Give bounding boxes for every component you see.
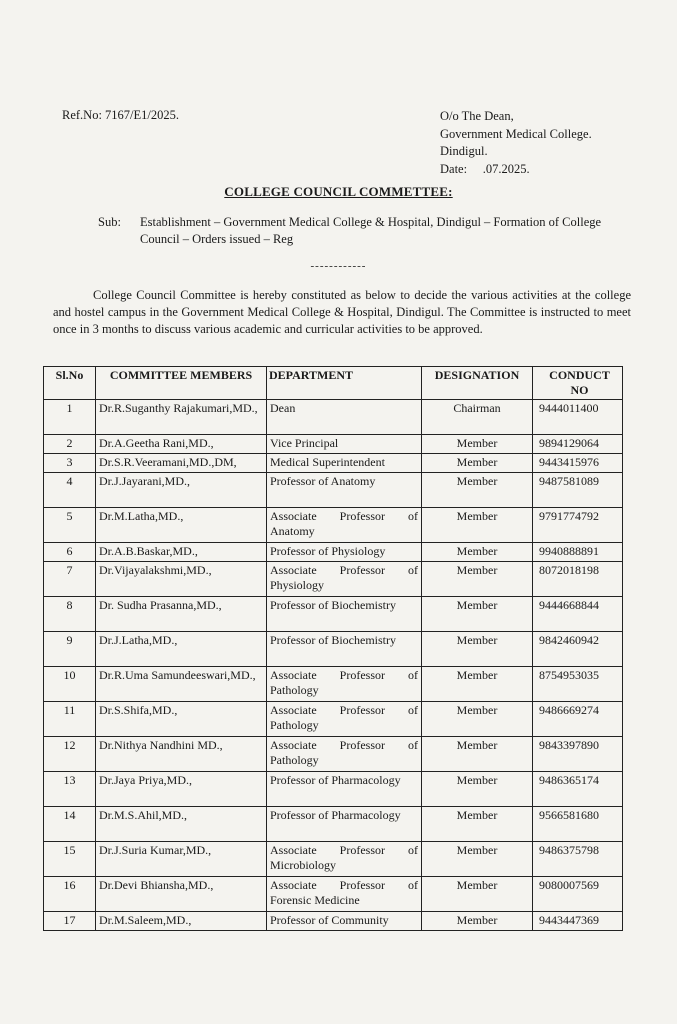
cell-member-name: Dr.R.Suganthy Rajakumari,MD., [96, 400, 267, 435]
cell-designation: Member [422, 473, 533, 508]
document-title: COLLEGE COUNCIL COMMETTEE: [224, 184, 453, 199]
cell-member-name: Dr.Vijayalakshmi,MD., [96, 562, 267, 597]
cell-member-name: Dr.Devi Bhiansha,MD., [96, 877, 267, 912]
cell-designation: Member [422, 667, 533, 702]
table-row [44, 543, 623, 562]
cell-member-name: Dr.Jaya Priya,MD., [96, 772, 267, 807]
subject-text: Establishment – Government Medical College & Hospital, Dindigul – Formation of College Council – Orders issued – Reg [140, 215, 602, 246]
table-row [44, 772, 623, 807]
cell-sl-no: 5 [44, 508, 96, 543]
date-line: Date: .07.2025. [440, 161, 530, 176]
table-header-row [44, 367, 623, 400]
table-row [44, 400, 623, 435]
cell-department: Dean [267, 400, 422, 435]
cell-department: Professor of Physiology [267, 543, 422, 562]
header-contact-no: CONDUCT NO [533, 367, 623, 400]
cell-department: Associate Professor of Forensic Medicine [267, 877, 422, 912]
cell-member-name: Dr.A.B.Baskar,MD., [96, 543, 267, 562]
cell-designation: Member [422, 807, 533, 842]
cell-sl-no: 11 [44, 702, 96, 737]
cell-designation: Member [422, 562, 533, 597]
cell-contact-no: 9894129064 [533, 435, 623, 454]
cell-contact-no: 9566581680 [533, 807, 623, 842]
cell-department: Associate Professor of Pathology [267, 737, 422, 772]
table-row [44, 632, 623, 667]
table-row [44, 912, 623, 931]
cell-member-name: Dr.R.Uma Samundeeswari,MD., [96, 667, 267, 702]
cell-designation: Member [422, 737, 533, 772]
cell-department: Associate Professor of Pathology [267, 702, 422, 737]
table-row [44, 473, 623, 508]
cell-designation: Member [422, 508, 533, 543]
cell-department: Professor of Community [267, 912, 422, 931]
cell-department: Associate Professor of Physiology [267, 562, 422, 597]
header-members: COMMITTEE MEMBERS [96, 367, 267, 400]
cell-department: Associate Professor of Microbiology [267, 842, 422, 877]
cell-designation: Member [422, 877, 533, 912]
cell-contact-no: 9443415976 [533, 454, 623, 473]
cell-contact-no: 9080007569 [533, 877, 623, 912]
cell-sl-no: 3 [44, 454, 96, 473]
cell-member-name: Dr.J.Latha,MD., [96, 632, 267, 667]
cell-department: Professor of Biochemistry [267, 632, 422, 667]
reference-number: Ref.No: 7167/E1/2025. [62, 108, 180, 122]
cell-member-name: Dr. Sudha Prasanna,MD., [96, 597, 267, 632]
cell-sl-no: 13 [44, 772, 96, 807]
office-address [440, 108, 592, 178]
cell-department: Professor of Biochemistry [267, 597, 422, 632]
table-row [44, 877, 623, 912]
header-sl-no: Sl.No [44, 367, 96, 400]
cell-sl-no: 2 [44, 435, 96, 454]
cell-designation: Member [422, 842, 533, 877]
cell-contact-no: 9487581089 [533, 473, 623, 508]
cell-member-name: Dr.S.R.Veeramani,MD.,DM, [96, 454, 267, 473]
table-row [44, 562, 623, 597]
cell-contact-no: 9443447369 [533, 912, 623, 931]
table-row [44, 454, 623, 473]
cell-member-name: Dr.S.Shifa,MD., [96, 702, 267, 737]
cell-contact-no: 8072018198 [533, 562, 623, 597]
header-department: DEPARTMENT [267, 367, 422, 400]
cell-department: Vice Principal [267, 435, 422, 454]
cell-contact-no: 9940888891 [533, 543, 623, 562]
cell-sl-no: 7 [44, 562, 96, 597]
cell-sl-no: 6 [44, 543, 96, 562]
table-row [44, 435, 623, 454]
office-line-2: Government Medical College. [440, 126, 592, 141]
cell-contact-no: 9843397890 [533, 737, 623, 772]
cell-member-name: Dr.J.Jayarani,MD., [96, 473, 267, 508]
cell-department: Professor of Pharmacology [267, 807, 422, 842]
table-row [44, 667, 623, 702]
cell-member-name: Dr.M.S.Ahil,MD., [96, 807, 267, 842]
cell-member-name: Dr.A.Geetha Rani,MD., [96, 435, 267, 454]
cell-designation: Chairman [422, 400, 533, 435]
cell-contact-no: 9842460942 [533, 632, 623, 667]
subject-label: Sub: [98, 215, 121, 229]
committee-table [43, 366, 623, 931]
cell-contact-no: 8754953035 [533, 667, 623, 702]
separator: ------------ [310, 260, 367, 272]
cell-member-name: Dr.M.Latha,MD., [96, 508, 267, 543]
cell-sl-no: 16 [44, 877, 96, 912]
table-row [44, 842, 623, 877]
table-row [44, 807, 623, 842]
table-row [44, 508, 623, 543]
cell-designation: Member [422, 454, 533, 473]
cell-sl-no: 9 [44, 632, 96, 667]
office-line-3: Dindigul. [440, 144, 488, 158]
cell-sl-no: 4 [44, 473, 96, 508]
header-designation: DESIGNATION [422, 367, 533, 400]
cell-department: Associate Professor of Anatomy [267, 508, 422, 543]
cell-member-name: Dr.J.Suria Kumar,MD., [96, 842, 267, 877]
body-paragraph: College Council Committee is hereby constituted as below to decide the various activities at the college and hostel campus in the Government Medical College & Hospital, Dindigul. The Committee is instructed to meet once in 3 months to discuss various academic and curricular activities to be approved. [53, 288, 631, 336]
cell-contact-no: 9444668844 [533, 597, 623, 632]
cell-designation: Member [422, 435, 533, 454]
cell-sl-no: 10 [44, 667, 96, 702]
cell-designation: Member [422, 912, 533, 931]
cell-department: Professor of Pharmacology [267, 772, 422, 807]
cell-designation: Member [422, 702, 533, 737]
table-row [44, 702, 623, 737]
cell-contact-no: 9791774792 [533, 508, 623, 543]
cell-contact-no: 9444011400 [533, 400, 623, 435]
cell-contact-no: 9486375798 [533, 842, 623, 877]
table-row [44, 597, 623, 632]
cell-sl-no: 15 [44, 842, 96, 877]
cell-sl-no: 17 [44, 912, 96, 931]
cell-department: Professor of Anatomy [267, 473, 422, 508]
cell-member-name: Dr.Nithya Nandhini MD., [96, 737, 267, 772]
cell-designation: Member [422, 772, 533, 807]
cell-sl-no: 1 [44, 400, 96, 435]
table-row [44, 737, 623, 772]
cell-contact-no: 9486365174 [533, 772, 623, 807]
cell-designation: Member [422, 543, 533, 562]
cell-sl-no: 8 [44, 597, 96, 632]
cell-department: Associate Professor of Pathology [267, 667, 422, 702]
cell-sl-no: 14 [44, 807, 96, 842]
cell-designation: Member [422, 597, 533, 632]
cell-designation: Member [422, 632, 533, 667]
cell-contact-no: 9486669274 [533, 702, 623, 737]
cell-department: Medical Superintendent [267, 454, 422, 473]
office-line-1: O/o The Dean, [440, 109, 514, 123]
cell-member-name: Dr.M.Saleem,MD., [96, 912, 267, 931]
cell-sl-no: 12 [44, 737, 96, 772]
